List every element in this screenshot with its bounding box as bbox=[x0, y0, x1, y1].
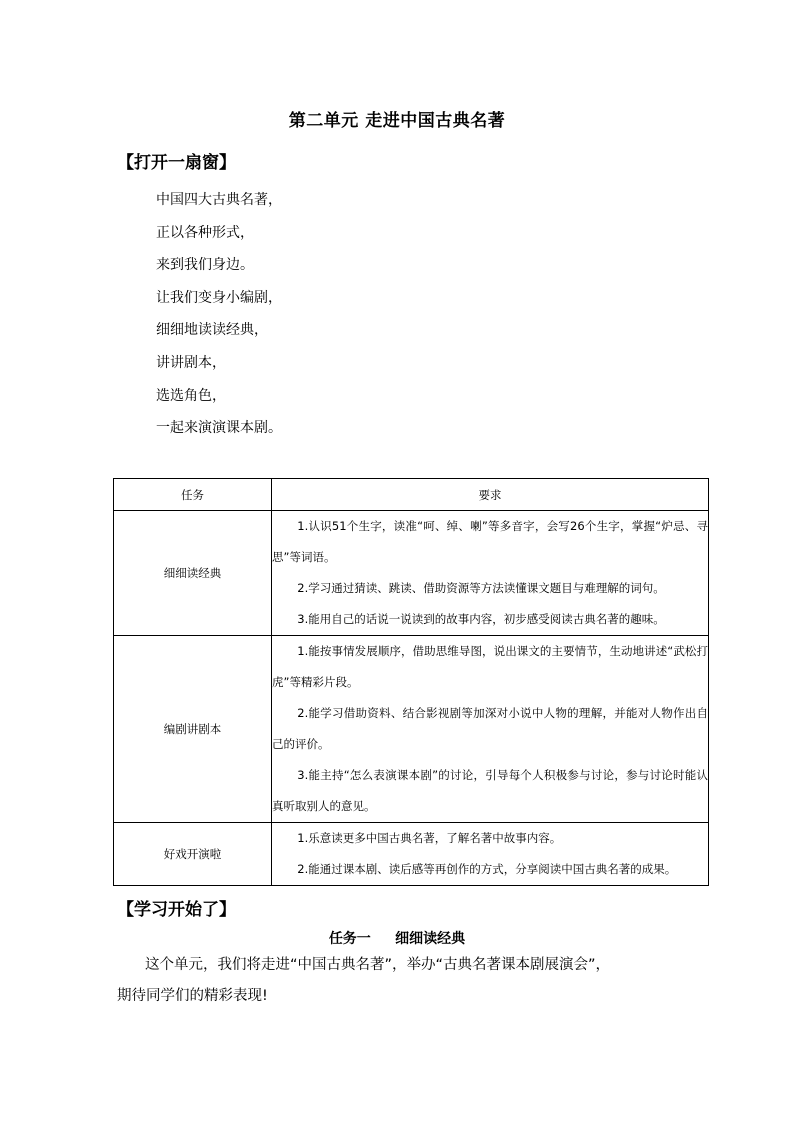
requirement-item: 2.学习通过猜读、跳读、借助资源等方法读懂课文题目与难理解的词句。 bbox=[297, 581, 665, 595]
intro-line: 这个单元，我们将走进“中国古典名著”，举办“古典名著课本剧展演会”， bbox=[145, 957, 611, 973]
poem-line: 讲讲剧本， bbox=[156, 354, 226, 371]
table-row bbox=[114, 823, 709, 886]
requirement-item: 2.能通过课本剧、读后感等再创作的方式，分享阅读中国古典名著的成果。 bbox=[297, 862, 677, 876]
table-header-row bbox=[114, 479, 709, 511]
requirements-cell bbox=[272, 511, 709, 636]
task-requirements-table bbox=[113, 478, 709, 886]
requirements-cell bbox=[272, 636, 709, 823]
task-name: 编剧讲剧本 bbox=[114, 636, 272, 823]
requirement-item: 1.乐意读更多中国古典名著，了解名著中故事内容。 bbox=[297, 831, 562, 845]
requirement-item: 1.能按事情发展顺序，借助思维导图，说出课文的主要情节，生动地讲述“武松打虎”等精彩片段。 bbox=[272, 644, 708, 689]
poem-line: 正以各种形式， bbox=[156, 224, 254, 241]
task-name: 细细读经典 bbox=[114, 511, 272, 636]
table-row bbox=[114, 511, 709, 636]
intro-paragraph bbox=[117, 950, 677, 1012]
section-heading-open-window: 【打开一扇窗】 bbox=[117, 153, 236, 173]
section-heading-learning-starts: 【学习开始了】 bbox=[117, 900, 236, 920]
table-row bbox=[114, 636, 709, 823]
task-one-title: 任务一 细细读经典 bbox=[328, 931, 466, 947]
requirement-item: 2.能学习借助资料、结合影视剧等加深对小说中人物的理解，并能对人物作出自己的评价。 bbox=[272, 706, 708, 751]
requirements-cell bbox=[272, 823, 709, 886]
header-requirements: 要求 bbox=[272, 479, 709, 511]
task-name: 好戏开演啦 bbox=[114, 823, 272, 886]
poem bbox=[156, 188, 282, 449]
poem-line: 选选角色， bbox=[156, 387, 226, 404]
unit-title: 第二单元 走进中国古典名著 bbox=[288, 111, 506, 131]
poem-line: 细细地读读经典， bbox=[156, 322, 268, 339]
poem-line: 来到我们身边。 bbox=[156, 257, 254, 274]
requirement-item: 3.能主持“怎么表演课本剧”的讨论，引导每个人积极参与讨论，参与讨论时能认真听取别人的意见。 bbox=[272, 768, 708, 813]
poem-line: 一起来演演课本剧。 bbox=[156, 420, 282, 437]
poem-line: 让我们变身小编剧， bbox=[156, 289, 282, 306]
header-task: 任务 bbox=[114, 479, 272, 511]
poem-line: 中国四大古典名著， bbox=[156, 192, 282, 208]
requirement-item: 1.认识51个生字，读准“呵、绰、喇”等多音字，会写26个生字，掌握“炉忌、寻思”等词语。 bbox=[272, 519, 708, 564]
intro-line: 期待同学们的精彩表现! bbox=[117, 988, 268, 1004]
requirement-item: 3.能用自己的话说一说读到的故事内容，初步感受阅读古典名著的趣味。 bbox=[297, 612, 665, 626]
